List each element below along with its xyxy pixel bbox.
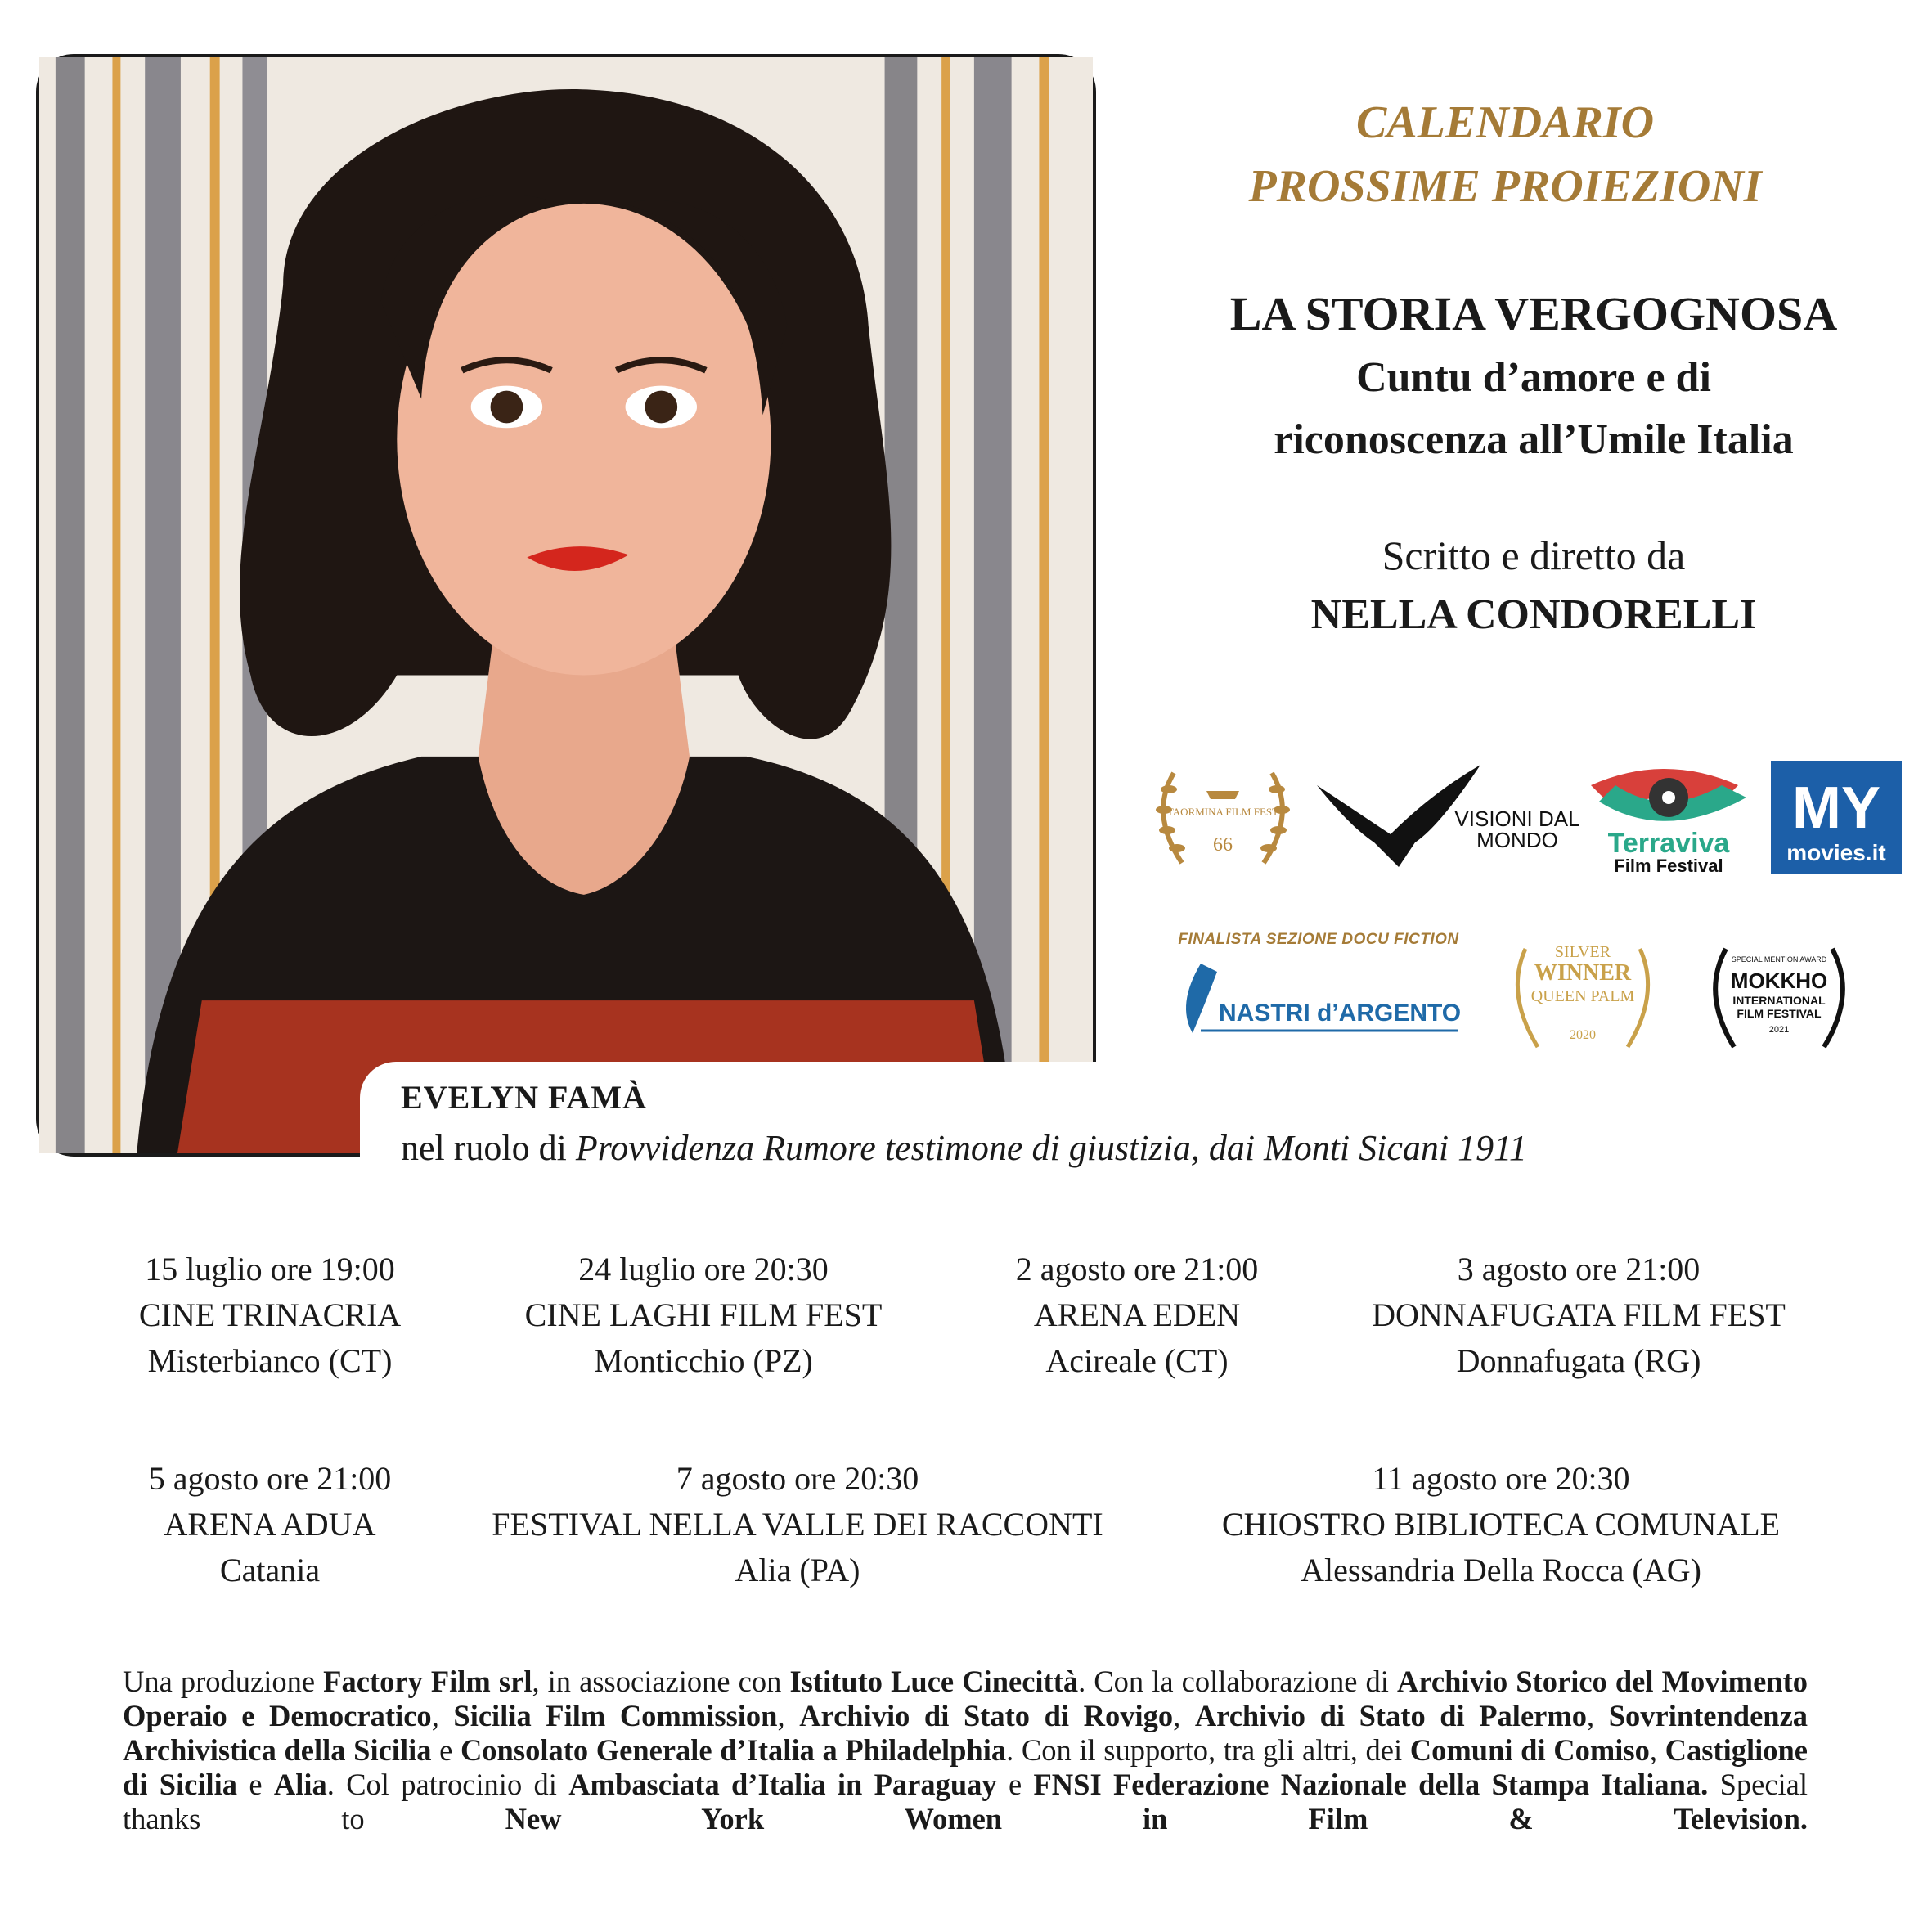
credit-text: Una produzione bbox=[123, 1665, 324, 1698]
event-venue: CHIOSTRO BIBLIOTECA COMUNALE bbox=[1221, 1506, 1781, 1543]
credit-entity: Sovrintendenza Archivistica della Sicilia bbox=[123, 1699, 1808, 1767]
credit-entity: Archivio di Stato di Palermo bbox=[1194, 1699, 1587, 1732]
event-place: Alia (PA) bbox=[735, 1552, 860, 1588]
film-subtitle-line1: Cuntu d’amore e di bbox=[1356, 354, 1711, 401]
terraviva-name: Terraviva bbox=[1607, 828, 1730, 859]
credit-entity: Ambasciata d’Italia in Paraguay bbox=[568, 1768, 997, 1801]
mokkho-name: MOKKHO bbox=[1730, 968, 1828, 993]
event-venue: CINE LAGHI FILM FEST bbox=[524, 1296, 883, 1333]
event-when: 5 agosto ore 21:00 bbox=[148, 1460, 392, 1497]
event-place: Monticchio (PZ) bbox=[594, 1342, 813, 1379]
credit-entity: Sicilia Film Commission bbox=[453, 1699, 778, 1732]
credit-entity: Istituto Luce Cinecittà bbox=[789, 1665, 1079, 1698]
mokkho-year: 2021 bbox=[1768, 1025, 1790, 1035]
film-title: LA STORIA VERGOGNOSA bbox=[1229, 287, 1838, 340]
event-place: Alessandria Della Rocca (AG) bbox=[1301, 1552, 1701, 1588]
event-place: Misterbianco (CT) bbox=[147, 1342, 393, 1379]
calendar-subheading: PROSSIME PROIEZIONI bbox=[1248, 161, 1762, 212]
taormina-number: 66 bbox=[1213, 834, 1233, 856]
written-by-label: Scritto e diretto da bbox=[1382, 532, 1686, 578]
event-6 bbox=[1161, 1456, 1840, 1593]
event-when: 15 luglio ore 19:00 bbox=[145, 1251, 395, 1287]
event-when: 7 agosto ore 20:30 bbox=[676, 1460, 919, 1497]
credit-text: , bbox=[1587, 1699, 1609, 1732]
queen-winner: WINNER bbox=[1534, 960, 1632, 986]
credit-text: , bbox=[777, 1699, 800, 1732]
credit-entity: Archivio di Stato di Rovigo bbox=[799, 1699, 1174, 1732]
mymovies-mark: MY bbox=[1792, 775, 1880, 841]
event-5 bbox=[442, 1456, 1153, 1593]
role-text: Provvidenza Rumore testimone di giustizia, dai Monti Sicani 1911 bbox=[575, 1128, 1527, 1168]
calendar-heading: CALENDARIO bbox=[1355, 97, 1655, 148]
event-venue: DONNAFUGATA FILM FEST bbox=[1372, 1296, 1786, 1333]
credit-entity: FNSI Federazione Nazionale della Stampa Italiana. bbox=[1033, 1768, 1709, 1801]
terraviva-logo bbox=[1583, 761, 1755, 875]
mokkho-top: SPECIAL MENTION AWARD bbox=[1731, 955, 1827, 964]
credit-entity: Comuni di Comiso bbox=[1409, 1733, 1650, 1767]
mokkho-line1: INTERNATIONAL bbox=[1732, 994, 1826, 1007]
event-when: 24 luglio ore 20:30 bbox=[578, 1251, 829, 1287]
credit-entity: New York Women in Film & Television. bbox=[505, 1802, 1808, 1835]
credit-entity: Archivio Storico del Movimento Operaio e Democratico bbox=[123, 1665, 1808, 1732]
credit-text: e bbox=[237, 1768, 274, 1801]
production-credits bbox=[123, 1665, 1808, 1836]
event-4 bbox=[106, 1456, 434, 1593]
event-1 bbox=[474, 1247, 932, 1384]
finalista-label: FINALISTA SEZIONE DOCU FICTION bbox=[1178, 931, 1459, 948]
event-when: 2 agosto ore 21:00 bbox=[1015, 1251, 1259, 1287]
credit-text: , bbox=[431, 1699, 454, 1732]
event-3 bbox=[1325, 1247, 1832, 1384]
credit-text: . Col patrocinio di bbox=[326, 1768, 569, 1801]
credit-text: , bbox=[1649, 1733, 1665, 1767]
taormina-laurel-logo bbox=[1141, 757, 1305, 879]
visioni-line2: MONDO bbox=[1476, 828, 1558, 852]
event-venue: ARENA EDEN bbox=[1033, 1296, 1241, 1333]
credit-entity: Consolato Generale d’Italia a Philadelphia bbox=[460, 1733, 1007, 1767]
event-venue: CINE TRINACRIA bbox=[138, 1296, 402, 1333]
nastri-argento-logo bbox=[1168, 955, 1462, 1037]
credit-text: e bbox=[431, 1733, 461, 1767]
cast-name: EVELYN FAMÀ bbox=[401, 1079, 648, 1116]
queen-palm: QUEEN PALM bbox=[1530, 987, 1635, 1005]
credit-text: . Con il supporto, tra gli altri, dei bbox=[1006, 1733, 1410, 1767]
mokkho-laurel-logo bbox=[1697, 932, 1861, 1055]
nastri-text: NASTRI d’ARGENTO bbox=[1219, 1000, 1462, 1027]
event-2 bbox=[973, 1247, 1301, 1384]
event-place: Donnafugata (RG) bbox=[1456, 1342, 1701, 1379]
director-name: NELLA CONDORELLI bbox=[1310, 591, 1757, 638]
credit-text: Special thanks to bbox=[123, 1768, 1808, 1835]
portrait-illustration bbox=[39, 57, 1093, 1153]
mymovies-logo bbox=[1771, 761, 1902, 874]
credit-text: , in associazione con bbox=[532, 1665, 790, 1698]
mymovies-text: movies.it bbox=[1786, 840, 1886, 865]
event-venue: FESTIVAL NELLA VALLE DEI RACCONTI bbox=[492, 1506, 1103, 1543]
terraviva-sub: Film Festival bbox=[1614, 856, 1723, 876]
event-venue: ARENA ADUA bbox=[164, 1506, 376, 1543]
event-0 bbox=[106, 1247, 434, 1384]
queen-silver: SILVER bbox=[1554, 943, 1611, 961]
event-place: Acireale (CT) bbox=[1045, 1342, 1229, 1379]
credit-entity: Alia bbox=[273, 1768, 327, 1801]
event-when: 3 agosto ore 21:00 bbox=[1457, 1251, 1701, 1287]
event-when: 11 agosto ore 20:30 bbox=[1372, 1460, 1630, 1497]
queen-year: 2020 bbox=[1570, 1028, 1596, 1042]
portrait-photo bbox=[36, 54, 1096, 1157]
credit-entity: Factory Film srl bbox=[323, 1665, 532, 1698]
taormina-text: TAORMINA FILM FEST bbox=[1166, 806, 1279, 818]
visioni-line1: VISIONI DAL bbox=[1454, 806, 1580, 831]
mokkho-line2: FILM FESTIVAL bbox=[1737, 1007, 1822, 1020]
cast-role bbox=[401, 1127, 1527, 1169]
credit-text: e bbox=[996, 1768, 1034, 1801]
credit-text: , bbox=[1173, 1699, 1195, 1732]
event-place: Catania bbox=[219, 1552, 321, 1588]
visioni-dal-mondo-logo bbox=[1317, 761, 1580, 883]
credit-text: . Con la collaborazione di bbox=[1078, 1665, 1398, 1698]
queen-palm-laurel-logo bbox=[1501, 932, 1665, 1055]
role-prefix: nel ruolo di bbox=[401, 1128, 576, 1168]
film-subtitle-line2: riconoscenza all’Umile Italia bbox=[1274, 416, 1794, 463]
credit-entity: Castiglione di Sicilia bbox=[123, 1733, 1808, 1801]
